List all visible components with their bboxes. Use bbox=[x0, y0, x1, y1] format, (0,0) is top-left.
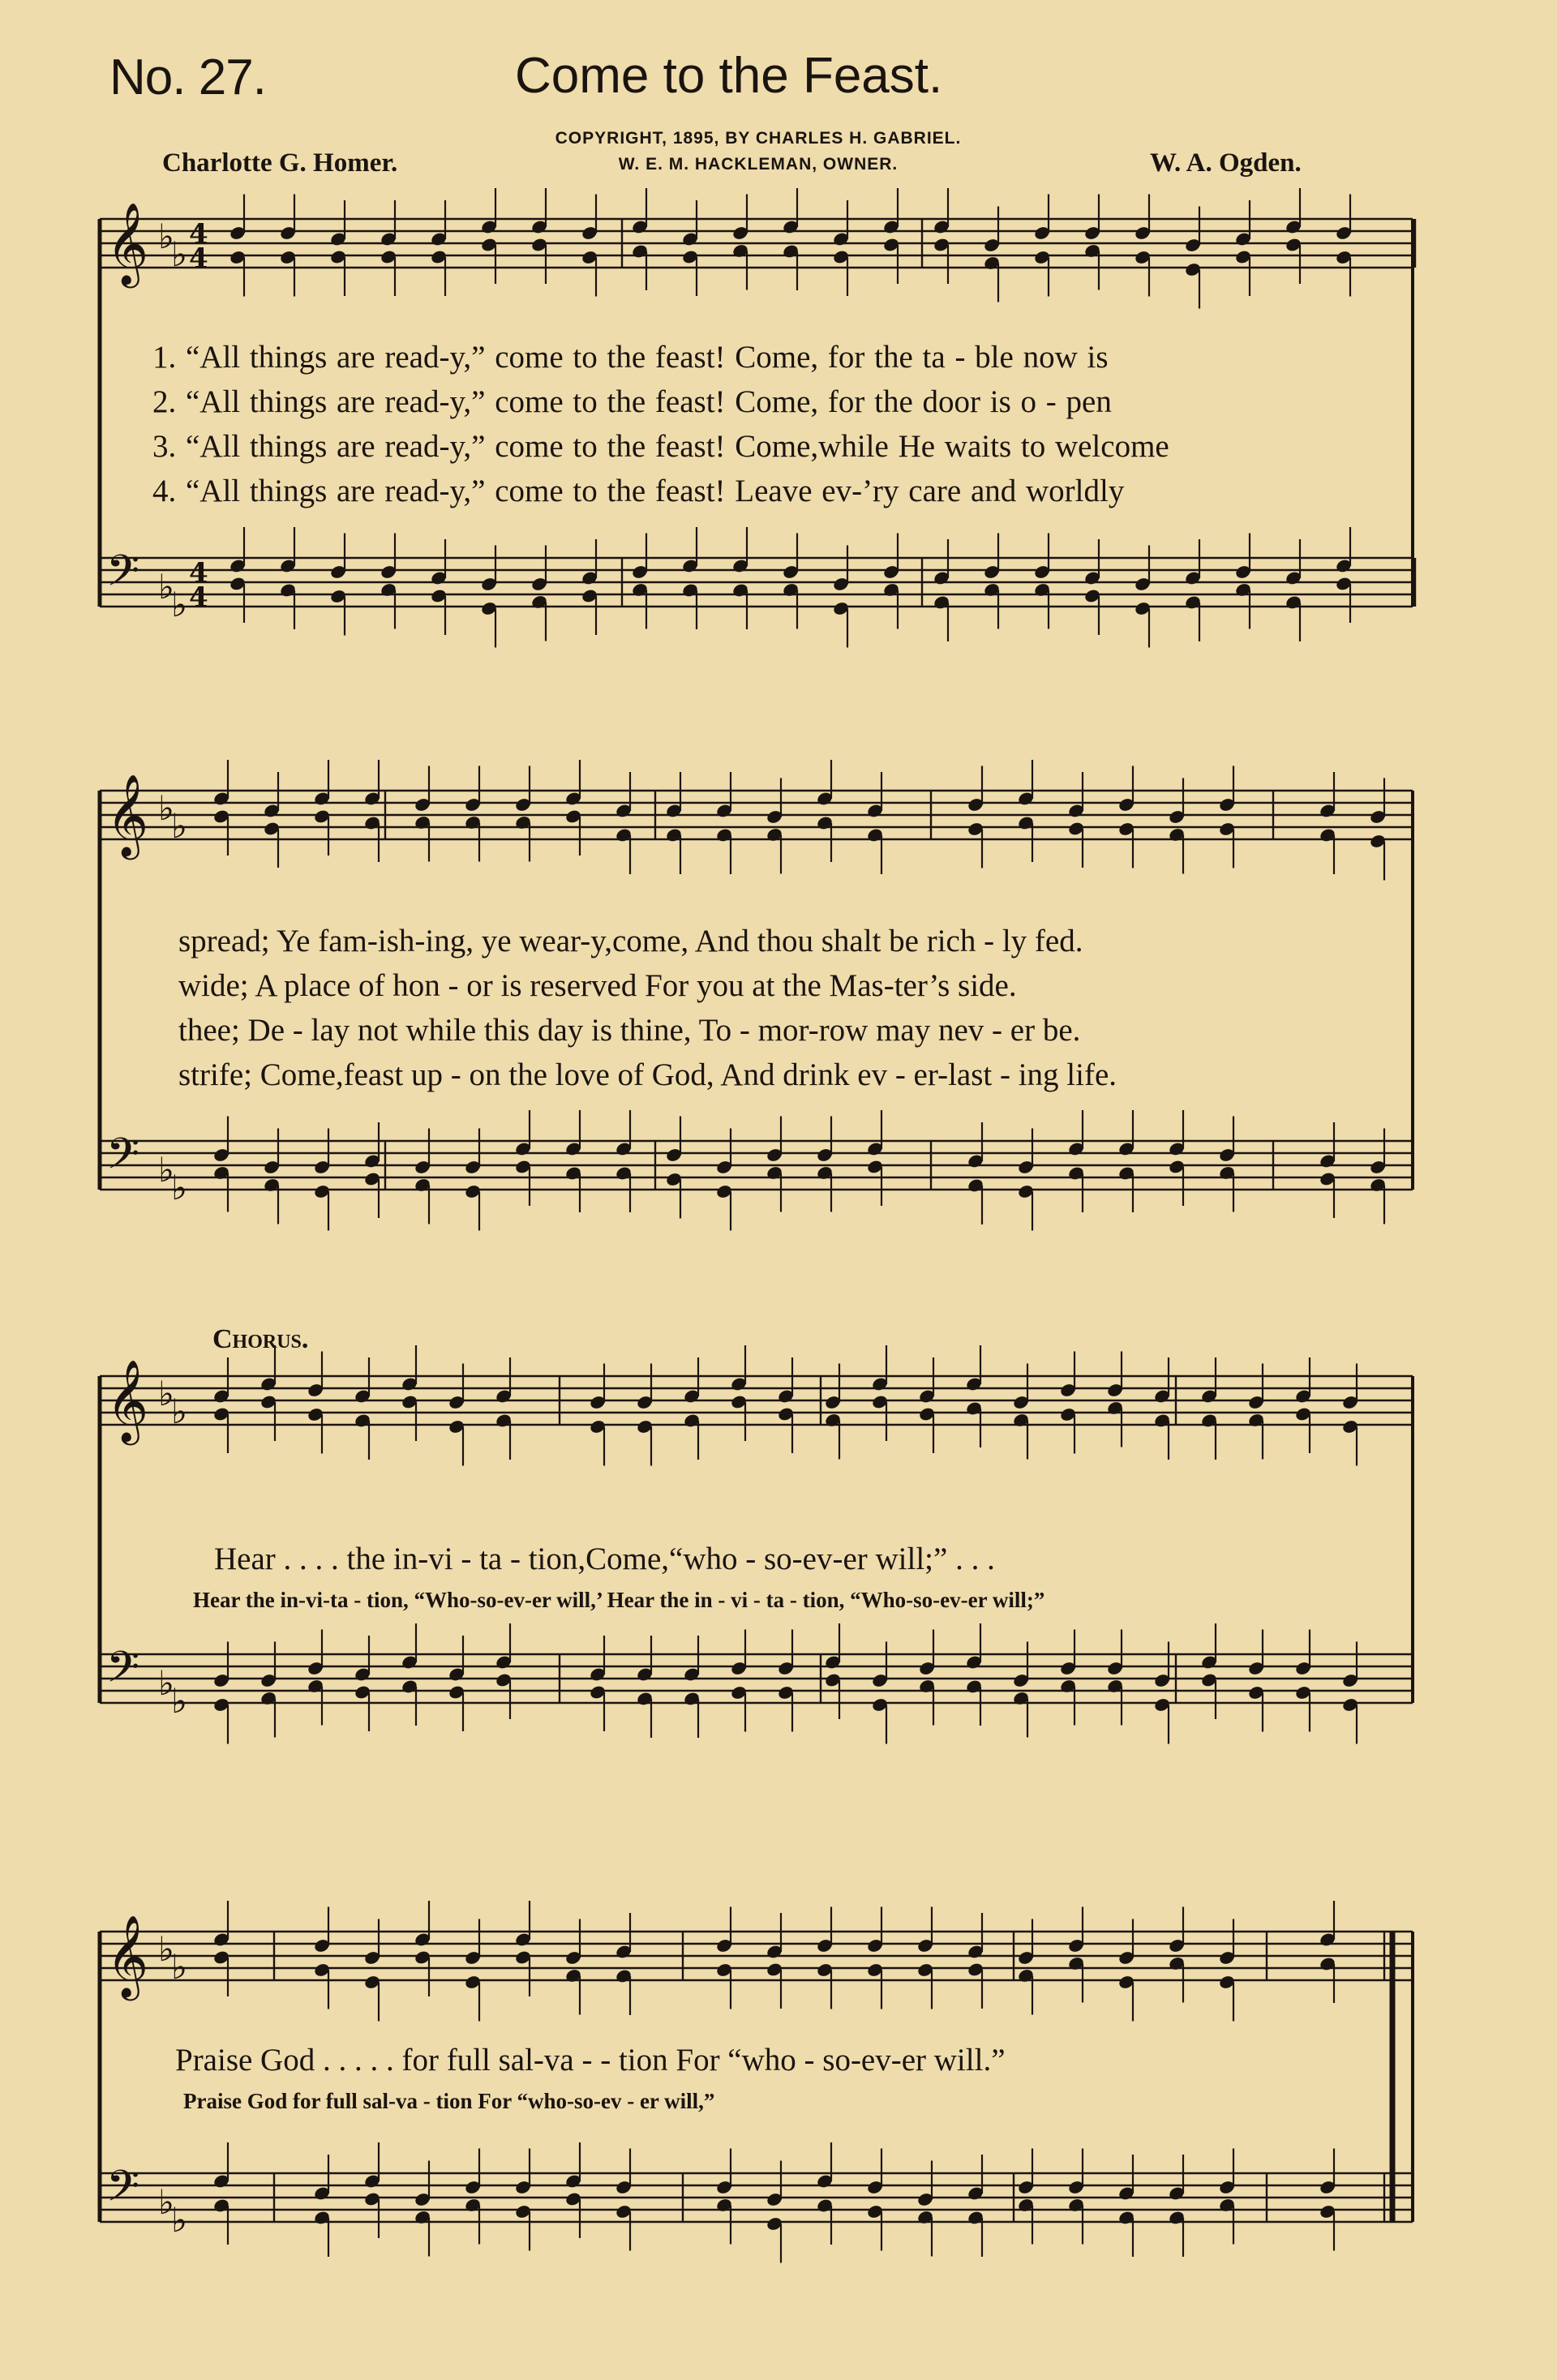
copyright-line-2: W. E. M. HACKLEMAN, OWNER. bbox=[618, 155, 899, 174]
chorus-line-1: Hear . . . . the in-vi - ta - tion,Come,“who - so-ev-er will;” . . . bbox=[214, 1542, 995, 1576]
bass-clef-icon: 𝄢 bbox=[106, 2162, 140, 2222]
lyricist-credit: Charlotte G. Homer. bbox=[162, 148, 398, 178]
time-signature: 4 bbox=[189, 557, 208, 590]
verse-4-line-2: strife; Come,feast up - on the love of God, And drink ev - er-last - ing life. bbox=[178, 1057, 1117, 1092]
flat-icon: ♭ bbox=[171, 585, 187, 624]
verse-1-line-2: spread; Ye fam-ish-ing, ye wear-y,come, And thou shalt be rich - ly fed. bbox=[178, 924, 1083, 958]
verse-number: 1. bbox=[152, 340, 177, 375]
flat-icon: ♭ bbox=[158, 1374, 174, 1413]
flat-icon: ♭ bbox=[158, 788, 174, 828]
verse-text: “All things are read-y,” come to the feast! Come, for the ta - ble now is bbox=[186, 340, 1109, 375]
verse-3-line-1 bbox=[152, 428, 1169, 465]
chorus-echo-line-1: Hear the in-vi-ta - tion, “Who-so-ev-er will,’ Hear the in - vi - ta - tion, “Who-so-ev-er will;” bbox=[193, 1588, 1045, 1612]
composer-credit: W. A. Ogden. bbox=[1150, 148, 1302, 178]
verse-2-line-2: wide; A place of hon - or is reserved For you at the Mas-ter’s side. bbox=[178, 968, 1017, 1003]
verse-1-line-1 bbox=[152, 339, 1109, 375]
verse-text: “All things are read-y,” come to the feast! Leave ev-’ry care and worldly bbox=[186, 474, 1125, 508]
flat-icon: ♭ bbox=[171, 806, 187, 846]
chorus-label: Chorus. bbox=[212, 1324, 309, 1354]
treble-clef-icon: 𝄞 bbox=[106, 1914, 149, 1997]
flat-icon: ♭ bbox=[158, 1929, 174, 1969]
verse-text: “All things are read-y,” come to the feast! Come, for the door is o - pen bbox=[186, 384, 1112, 419]
flat-icon: ♭ bbox=[171, 1168, 187, 1207]
verse-3-line-2: thee; De - lay not while this day is thine, To - mor-row may nev - er be. bbox=[178, 1013, 1081, 1048]
treble-clef-icon: 𝄞 bbox=[106, 773, 149, 856]
verse-number: 4. bbox=[152, 474, 177, 508]
flat-icon: ♭ bbox=[158, 217, 174, 256]
bass-clef-icon: 𝄢 bbox=[106, 547, 140, 607]
time-signature: 4 bbox=[189, 218, 208, 251]
flat-icon: ♭ bbox=[158, 2182, 174, 2222]
verse-text: “All things are read-y,” come to the feast! Come,while He waits to welcome bbox=[186, 429, 1169, 464]
treble-clef-icon: 𝄞 bbox=[106, 201, 149, 285]
flat-icon: ♭ bbox=[158, 1150, 174, 1190]
verse-number: 2. bbox=[152, 384, 177, 419]
flat-icon: ♭ bbox=[171, 1947, 187, 1987]
chorus-line-2: Praise God . . . . . for full sal-va - - tion For “who - so-ev-er will.” bbox=[175, 2043, 1006, 2078]
copyright-line-1: COPYRIGHT, 1895, BY CHARLES H. GABRIEL. bbox=[555, 129, 962, 148]
hymn-title: Come to the Feast. bbox=[515, 48, 943, 104]
verse-2-line-1 bbox=[152, 384, 1112, 420]
bass-clef-icon: 𝄢 bbox=[106, 1643, 140, 1703]
treble-clef-icon: 𝄞 bbox=[106, 1358, 149, 1442]
flat-icon: ♭ bbox=[158, 567, 174, 607]
flat-icon: ♭ bbox=[171, 2200, 187, 2240]
flat-icon: ♭ bbox=[171, 1681, 187, 1721]
verse-4-line-1 bbox=[152, 473, 1124, 509]
flat-icon: ♭ bbox=[171, 234, 187, 274]
time-signature: 4 bbox=[189, 581, 208, 614]
time-signature: 4 bbox=[189, 242, 208, 275]
hymn-number: No. 27. bbox=[109, 49, 266, 105]
chorus-echo-line-2: Praise God for full sal-va - tion For “who-so-ev - er will,” bbox=[183, 2089, 715, 2113]
bass-clef-icon: 𝄢 bbox=[106, 1130, 140, 1190]
flat-icon: ♭ bbox=[171, 1392, 187, 1431]
verse-number: 3. bbox=[152, 429, 177, 464]
flat-icon: ♭ bbox=[158, 1663, 174, 1703]
